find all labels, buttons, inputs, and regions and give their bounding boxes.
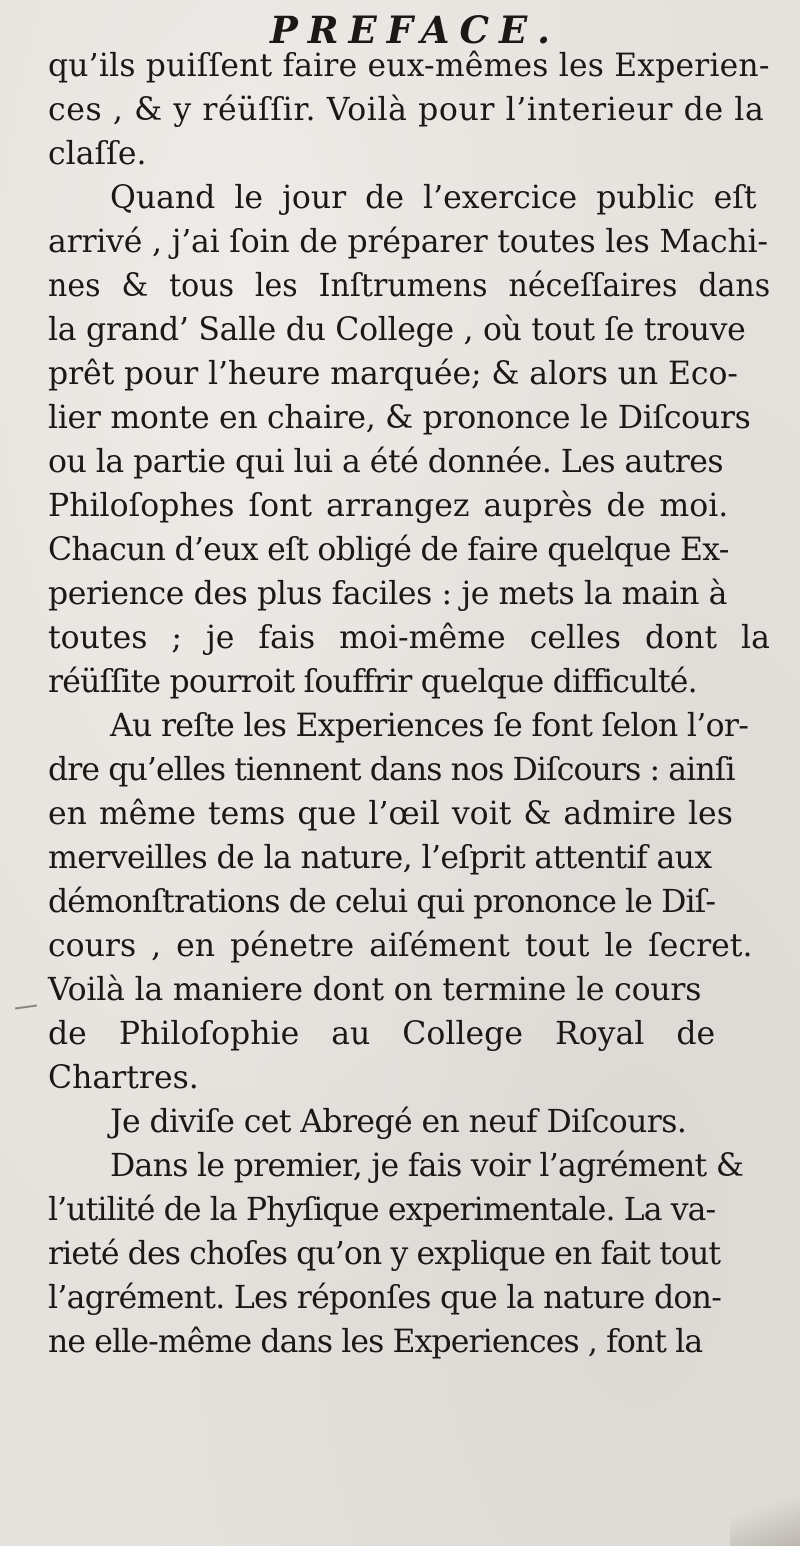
text-line: la grand’ Salle du College , où tout ſe trouve	[48, 312, 746, 348]
text-line: Philoſophes ſont arrangez auprès de moi.	[48, 488, 729, 524]
text-line: dre qu’elles tiennent dans nos Diſcours : ainſi	[48, 752, 735, 788]
text-line: lier monte en chaire, & prononce le Diſcours	[48, 400, 751, 436]
text-line: prêt pour l’heure marquée; & alors un Eco-	[48, 356, 738, 392]
margin-mark	[15, 1004, 37, 1009]
text-line: qu’ils puiſſent faire eux-mêmes les Experien-	[48, 48, 770, 84]
text-line: rieté des choſes qu’on y explique en fait tout	[48, 1236, 721, 1272]
text-line: en même tems que l’œil voit & admire les	[48, 796, 733, 832]
text-line: nes & tous les Inſtrumens néceſſaires dans	[48, 268, 771, 304]
text-line: perience des plus faciles : je mets la main à	[48, 576, 727, 612]
text-line: Voilà la maniere dont on termine le cours	[48, 972, 702, 1008]
text-line: arrivé , j’ai ſoin de préparer toutes les Machi-	[48, 224, 768, 260]
text-line: Chacun d’eux eſt obligé de faire quelque Ex-	[48, 532, 729, 568]
text-line: Je diviſe cet Abregé en neuf Diſcours.	[110, 1104, 687, 1140]
text-line: ces , & y réüſſir. Voilà pour l’interieur de la	[48, 92, 765, 128]
text-line: claſſe.	[48, 136, 147, 172]
text-line: toutes ; je fais moi-même celles dont la	[48, 620, 770, 656]
text-line: réüſſite pourroit ſouffrir quelque difficulté.	[48, 664, 697, 700]
text-line: l’utilité de la Phyſique experimentale. La va-	[48, 1192, 716, 1228]
text-line: ne elle-même dans les Experiences , font la	[48, 1324, 703, 1360]
text-line: l’agrément. Les réponſes que la nature don-	[48, 1280, 722, 1316]
text-line: Au reſte les Experiences ſe font ſelon l’or-	[110, 708, 749, 744]
text-line: Dans le premier, je fais voir l’agrément &	[110, 1148, 744, 1184]
text-line: ou la partie qui lui a été donnée. Les autres	[48, 444, 724, 480]
running-title: PREFACE.	[269, 8, 561, 52]
text-line: merveilles de la nature, l’eſprit attentif aux	[48, 840, 712, 876]
page-edge-shadow	[730, 1480, 800, 1546]
text-line: Chartres.	[48, 1060, 199, 1096]
text-line: Quand le jour de l’exercice public eſt	[110, 180, 757, 216]
text-line: cours , en pénetre aiſément tout le ſecret.	[48, 928, 753, 964]
text-line: de Philoſophie au College Royal de	[48, 1016, 716, 1052]
text-line: démonſtrations de celui qui prononce le Diſ-	[48, 884, 716, 920]
